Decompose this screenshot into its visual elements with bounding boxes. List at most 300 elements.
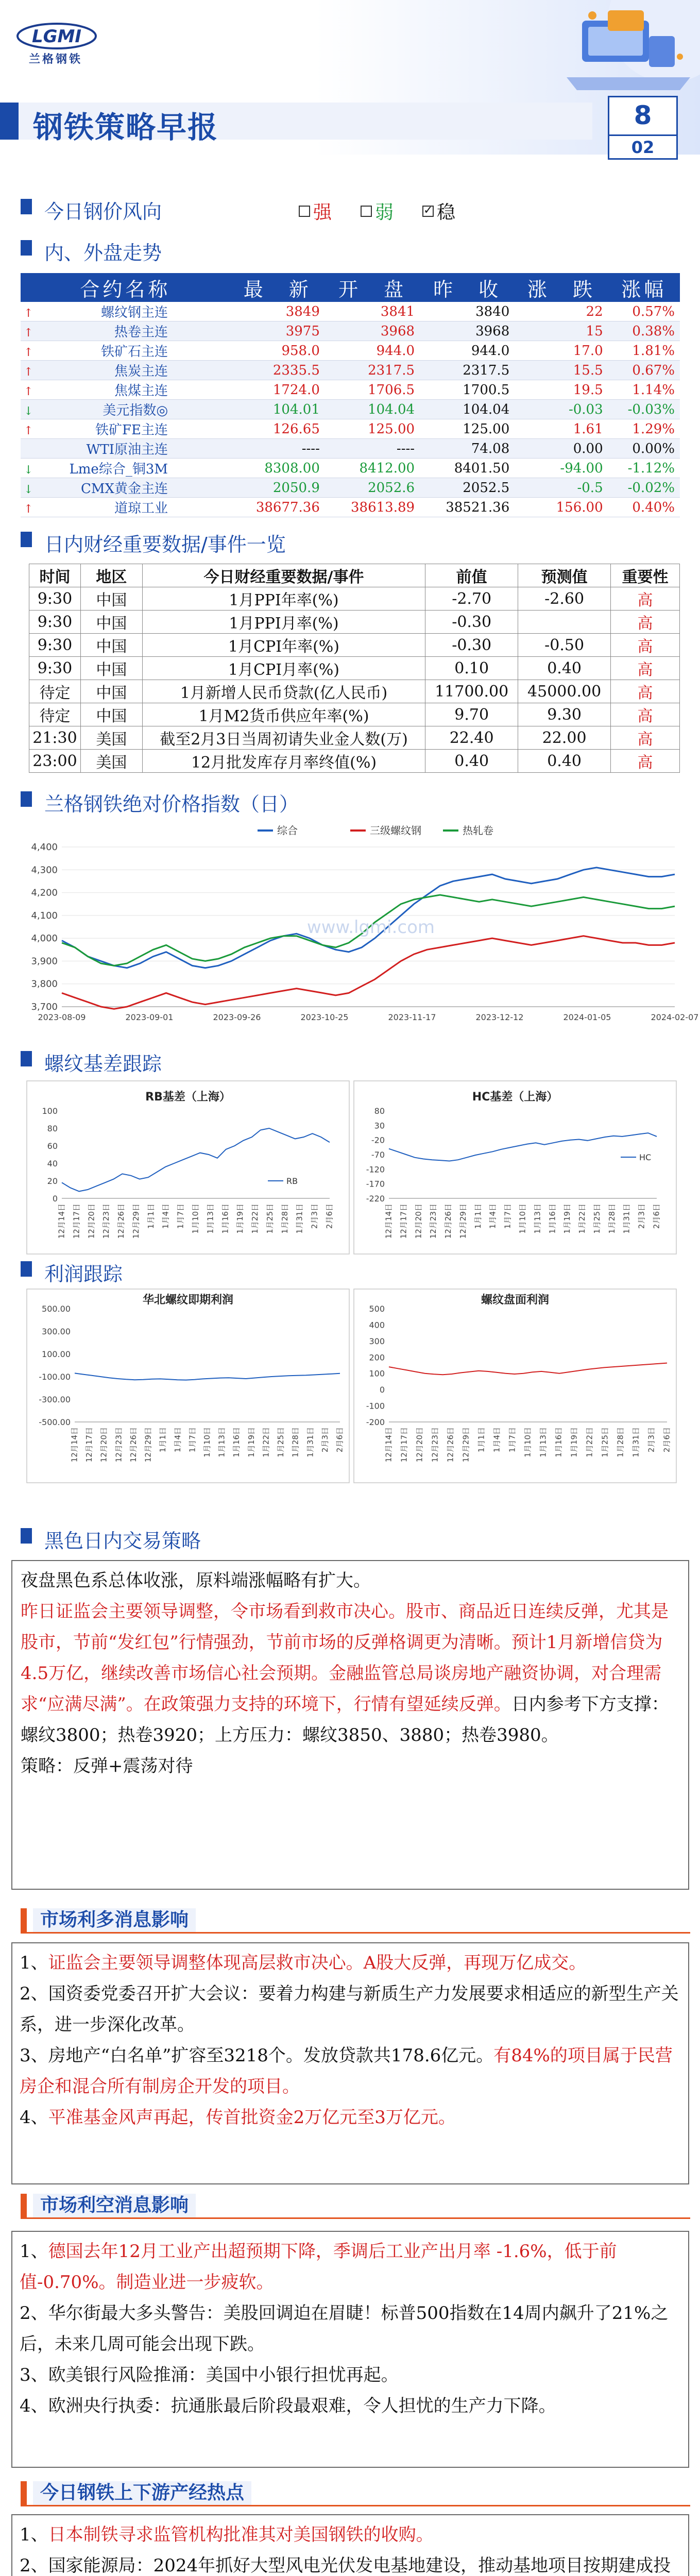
x-tick-label: 1月16日 [554,1427,564,1458]
x-tick-label: 1月22日 [585,1427,594,1458]
event-forecast-cell: 9.30 [518,703,611,726]
market-row [21,361,680,380]
contract-name-cell [21,400,230,419]
calendar-row [29,726,680,750]
date-badge [608,96,678,160]
event-time-cell: 9:30 [29,634,81,657]
market-row [21,478,680,498]
market-row [21,439,680,459]
x-tick-label: 1月31日 [305,1427,315,1458]
contract-name: 热卷主连 [114,325,168,340]
event-region-cell: 美国 [80,750,142,773]
change-cell: 1.61 [515,419,608,439]
contract-name: 焦煤主连 [114,383,168,399]
section-accent-bar [21,1908,27,1932]
pct-change-cell: 0.38% [608,321,680,341]
y-tick-label: -120 [366,1164,385,1175]
event-name-cell: 截至2月3日当周初请失业金人数(万) [142,726,425,750]
section-marker [21,791,32,807]
y-tick-label: 30 [374,1121,385,1131]
y-tick-label: 4,200 [31,887,58,899]
contract-name: Lme综合_铜3M [69,462,168,477]
prev-close-cell: 944.0 [420,341,515,361]
section-title: 今日钢价风向 [44,200,162,223]
x-tick-label: 1月13日 [206,1204,215,1234]
calendar-row [29,750,680,773]
market-table-body [21,302,680,517]
market-table [21,273,680,517]
news-item [20,2360,681,2391]
arrow-up-icon: ↑ [24,385,33,398]
col-forecast: 预测值 [518,564,611,587]
y-tick-label: 500.00 [42,1304,71,1314]
strategy-paragraph-1: 夜盘黑色系总体收涨，原料端涨幅略有扩大。 [21,1570,371,1591]
event-importance-cell: 高 [611,611,680,634]
event-time-cell: 9:30 [29,587,81,611]
x-tick-label: 2024-02-07 [651,1012,699,1022]
event-time-cell: 9:30 [29,657,81,680]
x-tick-label: 1月28日 [280,1204,289,1234]
strategy-textbox [11,1560,689,1890]
col-pct: 涨幅 [608,273,680,302]
chart-title: RB基差（上海） [145,1091,231,1104]
news-item-number: 1、 [20,2241,48,2262]
prev-close-cell: 125.00 [420,419,515,439]
spot-profit-chart [26,1288,350,1484]
chart-title: HC基差（上海） [472,1091,558,1104]
contract-name: 美元指数◎ [103,403,168,418]
last-price-cell: 38677.36 [230,498,325,517]
event-name-cell: 1月新增人民币贷款(亿人民币) [142,680,425,703]
event-importance-cell: 高 [611,634,680,657]
event-prev-cell: 0.40 [425,750,518,773]
x-tick-label: 1月25日 [276,1427,286,1458]
x-tick-label: 2023-10-25 [300,1012,349,1022]
prev-close-cell: 1700.5 [420,380,515,400]
event-forecast-cell: 0.40 [518,657,611,680]
market-row [21,341,680,361]
market-row [21,380,680,400]
x-tick-label: 12月17日 [72,1204,81,1239]
pct-change-cell: 0.57% [608,302,680,321]
news-item [20,2102,681,2133]
section-marker [21,1051,32,1066]
x-tick-label: 1月10日 [523,1427,533,1458]
contract-name-cell [21,498,230,517]
x-tick-label: 1月19日 [569,1427,579,1458]
arrow-up-icon: ↑ [24,307,33,320]
news-item-text: 欧洲央行执委：抗通胀最后阶段最艰难，令人担忧的生产力下降。 [48,2396,556,2416]
event-forecast-cell: 22.00 [518,726,611,750]
news-item-text: 国资委党委召开扩大会议：要着力构建与新质生产力发展要求相适应的新型生产关系，进一步深化改革。 [20,1984,679,2035]
open-price-cell: 1706.5 [325,380,420,400]
y-tick-label: 100 [369,1368,385,1379]
news-item-number: 3、 [20,2045,48,2066]
calendar-row [29,657,680,680]
change-cell: 17.0 [515,341,608,361]
event-name-cell: 1月M2货币供应年率(%) [142,703,425,726]
x-tick-label: 1月22日 [261,1427,271,1458]
bullish-news-list [11,1942,689,2184]
event-forecast-cell: 0.40 [518,750,611,773]
col-contract: 合约名称 [21,273,230,302]
last-price-cell: 3975 [230,321,325,341]
news-item-text: 国家能源局：2024年抓好大型风电光伏发电基地建设，推动基地项目按期建成投 [48,2555,671,2576]
event-importance-cell: 高 [611,726,680,750]
y-tick-label: 3,900 [31,956,58,967]
news-item-text: 房地产“白名单”扩容至3218个。发放贷款共178.6亿元。 [48,2045,494,2066]
x-tick-label: 1月22日 [577,1204,587,1234]
prev-close-cell: 3968 [420,321,515,341]
x-tick-label: 1月22日 [250,1204,260,1234]
news-item [20,2519,681,2550]
event-name-cell: 1月PPI月率(%) [142,611,425,634]
event-time-cell: 23:00 [29,750,81,773]
open-price-cell: 104.04 [325,400,420,419]
col-prev-value: 前值 [425,564,518,587]
trend-weak-label: 弱 [375,202,394,223]
section-marker [21,1528,32,1544]
contract-name-cell [21,321,230,341]
x-tick-label: 2023-09-26 [213,1012,261,1022]
y-tick-label: 20 [47,1176,58,1186]
last-price-cell: 8308.00 [230,459,325,478]
x-tick-label: 2月3日 [646,1427,656,1453]
news-item-number: 1、 [20,2524,48,2545]
contract-name: 螺纹钢主连 [100,305,168,320]
section-marker [21,240,32,256]
col-change: 涨 跌 [515,273,608,302]
open-price-cell: 3968 [325,321,420,341]
x-tick-label: 12月29日 [461,1427,471,1463]
event-region-cell: 中国 [80,680,142,703]
section-title: 市场利空消息影响 [33,2194,196,2217]
x-tick-label: 12月14日 [70,1427,79,1463]
x-tick-label: 1月28日 [607,1204,617,1234]
open-price-cell: 2317.5 [325,361,420,380]
contract-name: 铁矿FE主连 [95,422,168,438]
event-prev-cell: -2.70 [425,587,518,611]
x-tick-label: 12月23日 [430,1427,440,1463]
news-item-highlight: 有84%的项目属于民营房企和混合所有制房企开发的项目。 [20,2045,673,2097]
report-title: 钢铁策略早报 [33,110,219,145]
pct-change-cell: 1.81% [608,341,680,361]
y-tick-label: 500 [369,1304,385,1314]
market-row [21,459,680,478]
date-day: 8 [634,100,652,130]
prev-close-cell: 2317.5 [420,361,515,380]
event-region-cell: 美国 [80,726,142,750]
pct-change-cell: 0.67% [608,361,680,380]
x-tick-label: 2024-01-05 [563,1012,611,1022]
pct-change-cell: -0.03% [608,400,680,419]
col-event: 今日财经重要数据/事件 [142,564,425,587]
event-forecast-cell: -0.50 [518,634,611,657]
x-tick-label: 1月25日 [600,1427,610,1458]
y-tick-label: 300 [369,1336,385,1346]
x-tick-label: 1月13日 [217,1427,227,1458]
y-tick-label: 80 [374,1106,385,1116]
y-tick-label: 4,100 [31,910,58,921]
open-price-cell: 2052.6 [325,478,420,498]
x-tick-label: 1月19日 [562,1204,572,1234]
section-title: 日内财经重要数据/事件一览 [44,533,286,556]
checkbox-weak[interactable] [361,206,372,217]
y-tick-label: 3,800 [31,978,58,990]
event-region-cell: 中国 [80,634,142,657]
change-cell: -0.5 [515,478,608,498]
change-cell: 0.00 [515,439,608,459]
section-underline [21,2217,690,2219]
x-tick-label: 1月28日 [291,1427,300,1458]
y-tick-label: 80 [47,1124,58,1133]
checkbox-strong[interactable] [299,206,310,217]
y-tick-label: 40 [47,1159,58,1168]
x-tick-label: 1月1日 [473,1204,483,1229]
x-tick-label: 12月17日 [399,1204,408,1239]
event-prev-cell: 11700.00 [425,680,518,703]
x-tick-label: 12月29日 [143,1427,153,1463]
y-tick-label: 300.00 [42,1327,71,1336]
logo-mark-text: LGMI [31,26,82,47]
y-tick-label: 0 [379,1385,385,1395]
col-open: 开 盘 [325,273,420,302]
x-tick-label: 1月4日 [492,1427,502,1453]
x-tick-label: 12月26日 [446,1427,455,1463]
event-importance-cell: 高 [611,703,680,726]
x-tick-label: 12月29日 [458,1204,468,1239]
trend-stable-label: 稳 [437,202,456,223]
event-prev-cell: 0.10 [425,657,518,680]
x-tick-label: 12月17日 [84,1427,94,1463]
event-region-cell: 中国 [80,611,142,634]
x-tick-label: 1月7日 [507,1427,517,1453]
pct-change-cell: 1.14% [608,380,680,400]
calendar-row [29,611,680,634]
trend-strong-label: 强 [313,202,332,223]
section-underline [21,1932,690,1934]
x-tick-label: 2月6日 [652,1204,661,1229]
market-row [21,321,680,341]
event-importance-cell: 高 [611,587,680,611]
y-tick-label: -100.00 [39,1372,71,1382]
y-tick-label: 100 [42,1106,58,1116]
x-tick-label: 1月1日 [476,1427,486,1453]
event-forecast-cell: 45000.00 [518,680,611,703]
news-item-highlight: 平准基金风声再起，传首批资金2万亿元至3万亿元。 [48,2107,456,2128]
prev-close-cell: 2052.5 [420,478,515,498]
arrow-up-icon: ↑ [24,327,33,340]
x-tick-label: 1月4日 [173,1427,182,1453]
pct-change-cell: -0.02% [608,478,680,498]
x-tick-label: 1月7日 [503,1204,513,1229]
strategy-levels: 日内参考下方支撑：螺纹3800；热卷3920；上方压力：螺纹3850、3880；热卷3980。 [21,1694,669,1745]
change-cell: 15 [515,321,608,341]
prev-close-cell: 3840 [420,302,515,321]
contract-name: CMX黄金主连 [80,481,168,497]
last-price-cell: 3849 [230,302,325,321]
change-cell: 22 [515,302,608,321]
event-time-cell: 9:30 [29,611,81,634]
x-tick-label: 12月14日 [384,1204,394,1239]
news-item-highlight: 日本制铁寻求监管机构批准其对美国钢铁的收购。 [48,2524,434,2545]
x-tick-label: 12月20日 [415,1427,424,1463]
event-name-cell: 1月CPI年率(%) [142,634,425,657]
x-tick-label: 1月25日 [265,1204,275,1234]
x-tick-label: 12月29日 [131,1204,141,1239]
x-tick-label: 1月10日 [202,1427,212,1458]
section-title: 黑色日内交易策略 [44,1530,201,1552]
market-row [21,419,680,439]
legend-label: 热轧卷 [463,824,493,837]
market-row [21,400,680,419]
x-tick-label: 1月19日 [235,1204,245,1234]
prev-close-cell: 8401.50 [420,459,515,478]
trend-option-weak[interactable] [361,198,394,224]
event-region-cell: 中国 [80,587,142,611]
y-tick-label: -100 [366,1401,385,1411]
x-tick-label: 2023-12-12 [475,1012,524,1022]
news-item-highlight: 德国去年12月工业产出超预期下降，季调后工业产出月率 -1.6%，低于前值-0.70%。制造业进一步疲软。 [20,2241,617,2293]
hot-topics-list [11,2514,689,2576]
trend-option-strong[interactable] [299,198,332,224]
section-title: 螺纹基差跟踪 [44,1053,162,1075]
event-prev-cell: 9.70 [425,703,518,726]
x-tick-label: 12月26日 [443,1204,453,1239]
chart-title: 华北螺纹即期利润 [142,1294,234,1307]
section-marker [21,532,32,547]
calendar-row [29,703,680,726]
news-item [20,2550,681,2576]
event-name-cell: 12月批发库存月率终值(%) [142,750,425,773]
x-tick-label: 12月23日 [101,1204,111,1239]
contract-name-cell [21,439,230,459]
arrow-up-icon: ↑ [24,425,33,437]
contract-name: 铁矿石主连 [100,344,168,360]
y-tick-label: 60 [47,1141,58,1151]
news-item-number: 2、 [20,1984,48,2004]
x-tick-label: 1月19日 [246,1427,256,1458]
last-price-cell: 2335.5 [230,361,325,380]
change-cell: 19.5 [515,380,608,400]
y-tick-label: 100.00 [42,1349,71,1359]
logo-company-name: 兰格钢铁 [29,53,83,66]
x-tick-label: 12月20日 [414,1204,423,1239]
x-tick-label: 2月3日 [320,1427,330,1453]
news-item-highlight: 证监会主要领导调整体现高层救市决心。A股大反弹，再现万亿成交。 [48,1953,587,1973]
x-tick-label: 2月6日 [325,1204,334,1229]
series-line [62,936,675,1009]
y-tick-label: 4,400 [31,842,58,853]
x-tick-label: 12月14日 [384,1427,394,1463]
change-cell: 15.5 [515,361,608,380]
x-tick-label: 12月14日 [57,1204,66,1239]
section-title: 内、外盘走势 [44,242,162,264]
calendar-row [29,587,680,611]
x-tick-label: 2月6日 [335,1427,345,1453]
calendar-row [29,634,680,657]
arrow-down-icon: ↓ [24,464,33,477]
open-price-cell: 125.00 [325,419,420,439]
pct-change-cell: 1.29% [608,419,680,439]
news-item-text: 欧美银行风险推涌：美国中小银行担忧再起。 [48,2365,399,2385]
y-tick-label: -70 [371,1150,385,1160]
event-time-cell: 21:30 [29,726,81,750]
lgmi-logo-mark [15,21,98,50]
checkbox-stable-checked[interactable]: ✓ [423,204,433,217]
last-price-cell: 126.65 [230,419,325,439]
y-tick-label: -500.00 [39,1417,71,1427]
event-importance-cell: 高 [611,680,680,703]
event-name-cell: 1月CPI月率(%) [142,657,425,680]
y-tick-label: -170 [366,1179,385,1189]
col-importance: 重要性 [611,564,680,587]
event-forecast-cell [518,611,611,634]
col-time: 时间 [29,564,81,587]
y-tick-label: 200 [369,1352,385,1363]
x-tick-label: 1月16日 [548,1204,557,1234]
open-price-cell: ---- [325,439,420,459]
x-tick-label: 1月28日 [616,1427,625,1458]
prev-close-cell: 104.04 [420,400,515,419]
event-region-cell: 中国 [80,703,142,726]
contract-name: WTI原油主连 [86,442,168,457]
news-item-number: 1、 [20,1953,48,1973]
pct-change-cell: -1.12% [608,459,680,478]
x-tick-label: 2023-08-09 [38,1012,86,1022]
x-tick-label: 1月10日 [518,1204,527,1234]
rb-basis-chart [26,1080,350,1255]
x-tick-label: 1月25日 [592,1204,602,1234]
y-tick-label: 0 [52,1194,58,1204]
y-tick-label: -200 [366,1417,385,1427]
news-item [20,1978,681,2040]
x-tick-label: 2月3日 [310,1204,319,1229]
news-item [20,2391,681,2421]
date-month: 02 [609,134,676,158]
x-tick-label: 2月6日 [662,1427,672,1453]
event-forecast-cell: -2.60 [518,587,611,611]
col-last: 最 新 [230,273,325,302]
x-tick-label: 1月7日 [187,1427,197,1453]
x-tick-label: 12月23日 [114,1427,124,1463]
contract-name: 焦炭主连 [114,364,168,379]
news-item [20,2298,681,2360]
section-accent-bar [21,2481,27,2505]
contract-name-cell [21,341,230,361]
contract-name-cell [21,419,230,439]
open-price-cell: 38613.89 [325,498,420,517]
x-tick-label: 12月20日 [87,1204,96,1239]
x-tick-label: 1月4日 [161,1204,170,1229]
x-tick-label: 2023-09-01 [125,1012,174,1022]
section-title: 今日钢铁上下游产经热点 [33,2481,251,2505]
arrow-up-icon: ↑ [24,346,33,359]
report-header [0,0,700,183]
strategy-highlight: 昨日证监会主要领导调整，令市场看到救市决心。股市、商品近日连续反弹，尤其是股市，节前“发红包”行情强劲，节前市场的反弹格调更为清晰。预计1月新增信贷为4.5万亿，继续改善市场信心社会预期。金融监管总局谈房地产融资协调，对合理需求“应满尽满”。在政策强力支持的环境下，行情有望延续反弹。 [21,1601,669,1715]
change-cell: 156.00 [515,498,608,517]
legend-label: HC [639,1153,652,1162]
y-tick-label: 3,700 [31,1002,58,1012]
x-tick-label: 1月31日 [631,1427,641,1458]
calendar-row [29,680,680,703]
trend-option-stable[interactable] [422,198,455,224]
pct-change-cell: 0.40% [608,498,680,517]
arrow-up-icon: ↑ [24,366,33,379]
section-underline [21,2505,690,2506]
arrow-down-icon: ↓ [24,483,33,496]
section-marker [21,1261,32,1277]
